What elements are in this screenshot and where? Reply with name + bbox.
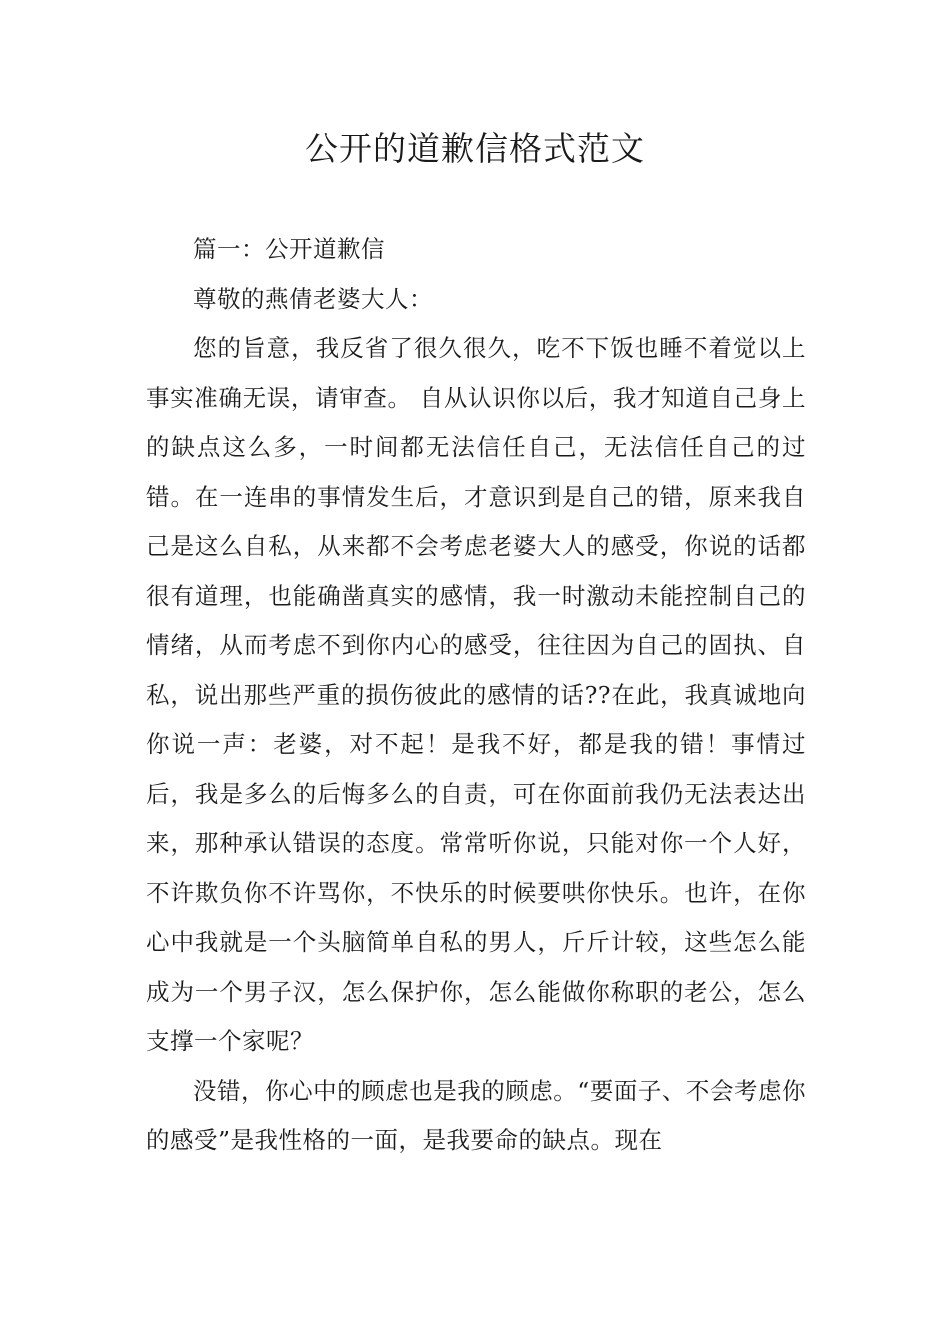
paragraph-continued: 没错，你心中的顾虑也是我的顾虑。“要面子、不会考虑你的感受”是我性格的一面，是我要命的缺点。现在	[146, 1076, 806, 1154]
document-title: 公开的道歉信格式范文	[305, 129, 645, 168]
paragraph-heading: 篇一：公开道歉信	[193, 235, 385, 263]
paragraph-salutation: 尊敬的燕倩老婆大人：	[193, 284, 433, 313]
paragraph-main: 您的旨意，我反省了很久很久，吃不下饭也睡不着觉以上事实准确无误，请审查。 自从认识你以后，我才知道自己身上的缺点这么多，一时间都无法信任自己，无法信任自己的过错。在一连串的事情发生后，才意识到是自己的错，原来我自己是这么自私，从来都不会考虑老婆大人的感受，你说的话都很有道理，也能确凿真实的感情，我一时激动未能控制自己的情绪，从而考虑不到你内心的感受，往往因为自己的固执、自私，说出那些严重的损伤彼此的感情的话??在此，我真诚地向你说一声：老婆，对不起！是我不好，都是我的错！事情过后，我是多么的后悔多么的自责，可在你面前我仍无法表达出来，那种承认错误的态度。常常听你说，只能对你一个人好，不许欺负你不许骂你，不快乐的时候要哄你快乐。也许，在你心中我就是一个头脑简单自私的男人，斤斤计较，这些怎么能成为一个男子汉，怎么保护你，怎么能做你称职的老公，怎么支撑一个家呢？	[146, 334, 806, 1055]
document-body	[146, 225, 806, 1166]
